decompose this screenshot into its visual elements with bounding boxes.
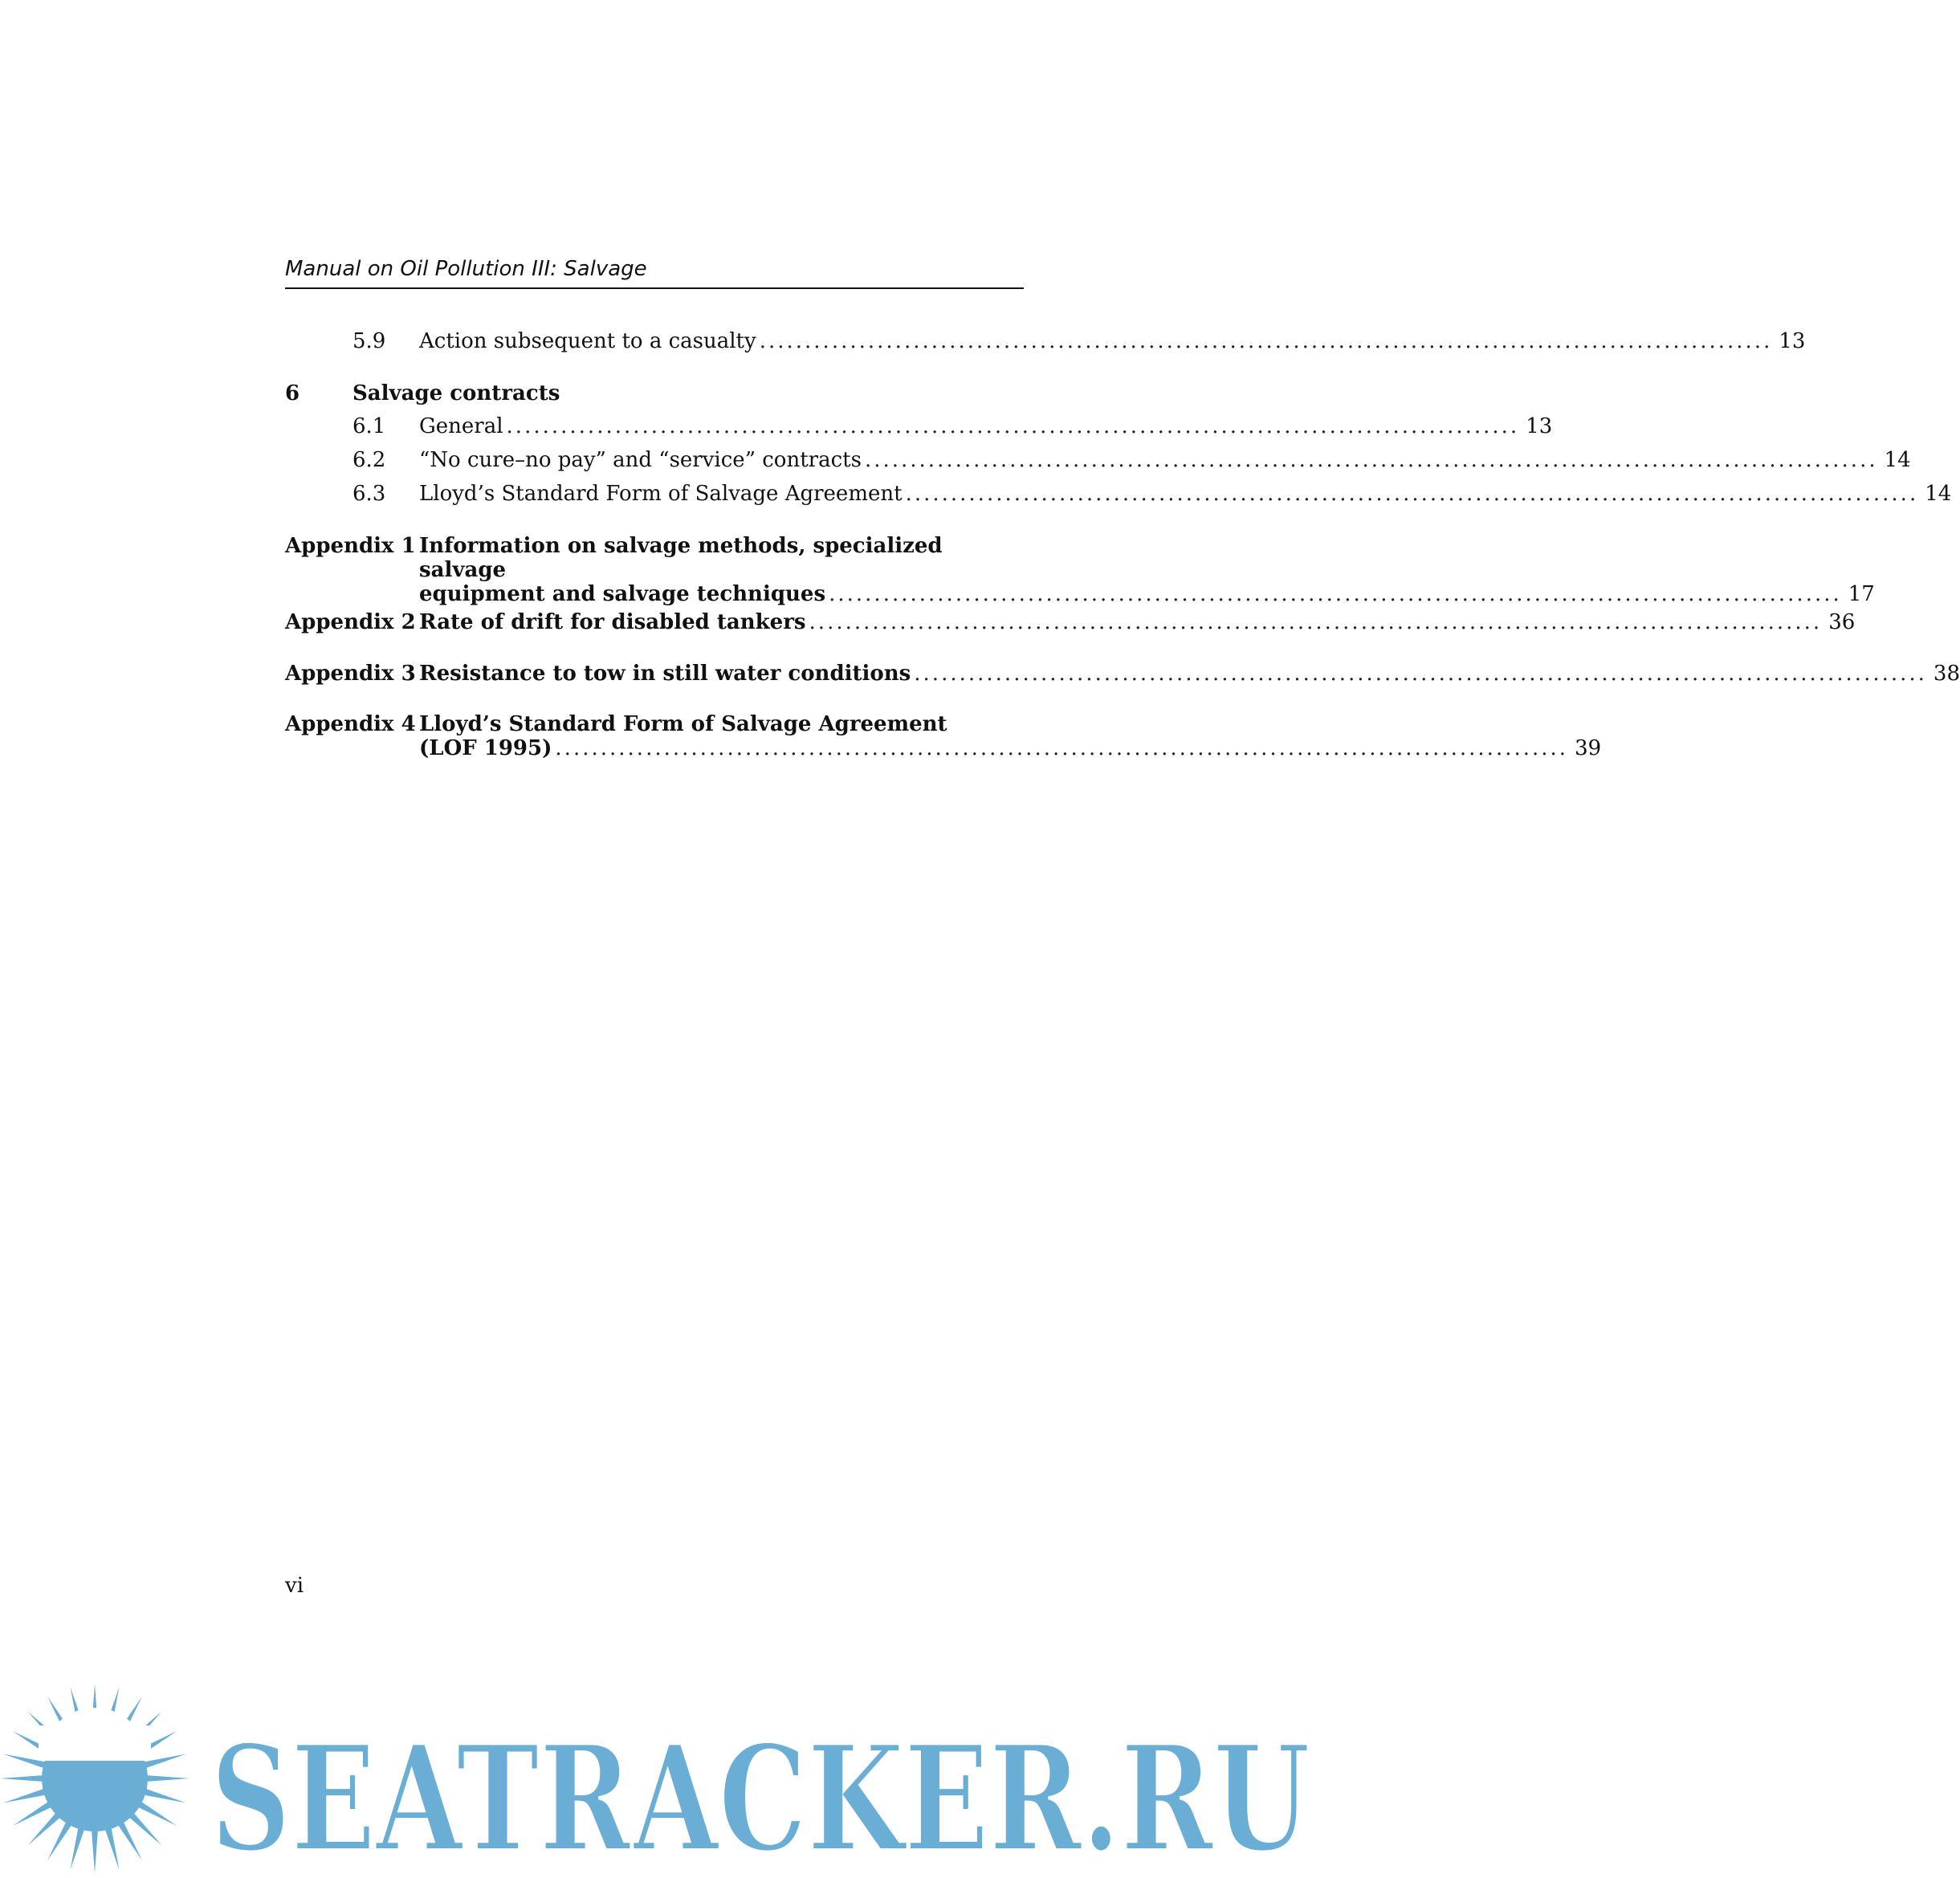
toc-title-line-2: equipment and salvage techniques [419,582,826,606]
toc-title-line-1: Information on salvage methods, specialized salvage [419,534,943,582]
toc-page-number: 13 [1779,329,1806,353]
sun-ray [71,1824,86,1870]
sun-ray [141,1787,186,1803]
toc-leader: ................................................................................................................ [905,482,1919,506]
toc-page-number: 38 [1933,662,1960,686]
toc-leader: ................................................................................................................ [864,448,1878,472]
toc-number: 6.3 [352,482,386,506]
toc-number: 6 [285,381,300,405]
toc-number: Appendix 4 [285,712,416,736]
toc-page-number: 13 [1526,414,1553,438]
toc-leader: ................................................................................................................ [506,414,1520,438]
toc-number: Appendix 2 [285,610,416,634]
sun-ray [92,1827,99,1873]
toc-leader: ................................................................................................................ [914,662,1927,686]
sun-emblem-icon [0,1684,189,1873]
sun-ray [3,1787,49,1803]
toc-title: Lloyd’s Standard Form of Salvage Agreement [419,482,903,506]
page-folio: vi [285,1574,304,1598]
toc-title: Rate of drift for disabled tankers [419,610,806,634]
toc-number: 6.2 [352,448,386,472]
running-header: Manual on Oil Pollution III: Salvage [285,255,1024,289]
toc-leader: ................................................................................................................ [759,329,1773,353]
toc-title: Action subsequent to a casualty [419,329,756,353]
toc-leader: ................................................................................................................ [809,610,1823,634]
toc-page-number: 36 [1828,610,1856,634]
toc-page-number: 14 [1925,482,1952,506]
toc-number: Appendix 3 [285,662,416,686]
watermark-text: SEATRACKER.RU [210,1713,1310,1878]
toc-number: 5.9 [352,329,386,353]
toc-title: “No cure–no pay” and “service” contracts [419,448,862,472]
sun-ray [104,1824,119,1870]
toc-leader: ................................................................................................................ [829,582,1842,606]
toc-number: 6.1 [352,414,386,438]
toc-title: General [419,414,503,438]
toc-title-line-2: (LOF 1995) [419,736,552,760]
toc-page-number: 17 [1848,582,1875,606]
toc-leader: ................................................................................................................ [555,736,1569,760]
toc-title: Resistance to tow in still water conditions [419,662,911,686]
toc-page-number: 14 [1884,448,1911,472]
sun-ray [0,1775,47,1782]
toc-title: Salvage contracts [352,381,560,405]
toc-number: Appendix 1 [285,534,416,558]
seatracker-watermark [0,1678,1328,1878]
toc-page-number: 39 [1575,736,1602,760]
toc-title-line-1: Lloyd’s Standard Form of Salvage Agreement [419,712,947,736]
sun-ray [143,1775,189,1782]
